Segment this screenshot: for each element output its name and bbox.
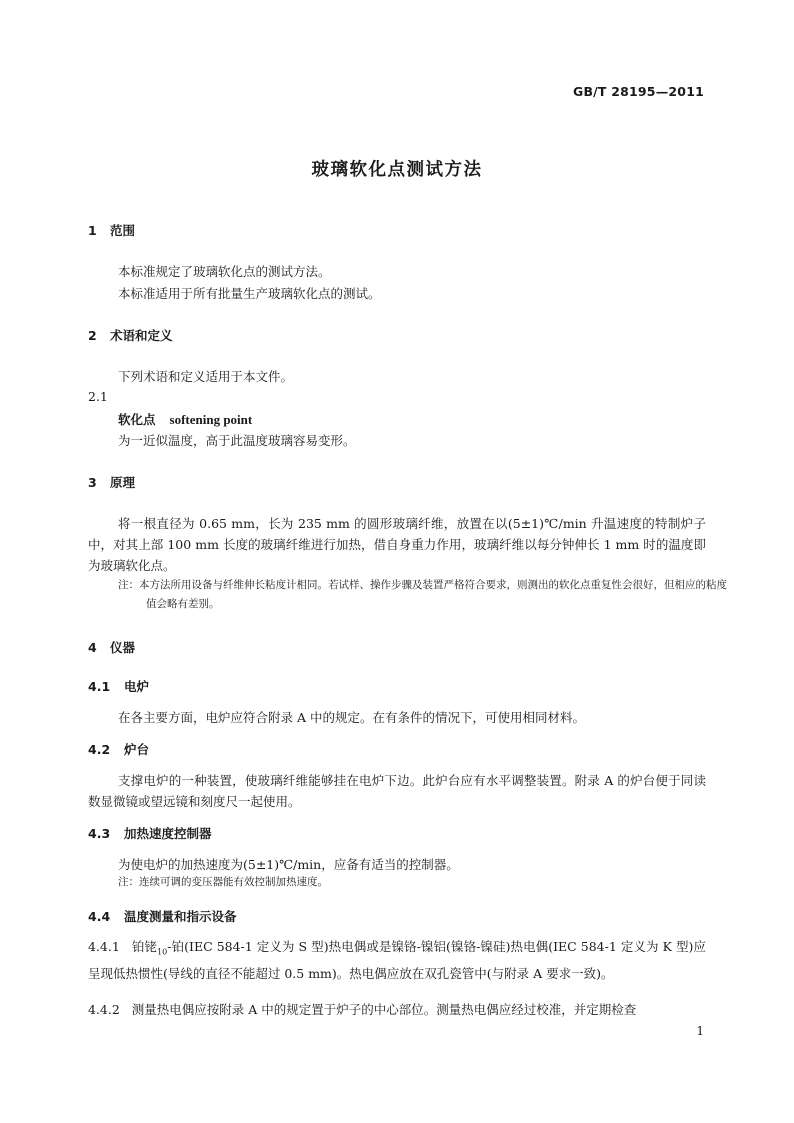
scope-paragraph-1: 本标准规定了玻璃软化点的测试方法。 [118,264,331,279]
term-english: softening point [169,412,253,427]
subsection-number: 4.3 [88,826,111,841]
clause-number: 4.4.1 [88,939,120,954]
section-3-heading [88,473,135,491]
page-number: 1 [696,1024,704,1038]
subsection-4-2-heading [88,740,149,758]
clause-4-4-1 [88,936,706,984]
subsection-4-1-heading [88,677,149,695]
term-entry [118,410,252,428]
furnace-paragraph: 在各主要方面，电炉应符合附录 A 中的规定。在有条件的情况下，可使用相同材料。 [118,710,585,725]
clause-text-part1: 铂铑 [131,939,158,954]
subsection-4-3-heading [88,824,212,842]
clause-subscript: 10 [157,947,168,957]
section-number: 3 [88,475,97,490]
stand-paragraph: 支撑电炉的一种装置，使玻璃纤维能够挂在电炉下边。此炉台应有水平调整装置。附录 A 的炉台便于同读数显微镜或望远镜和刻度尺一起使用。 [88,773,706,809]
clause-4-4-2 [88,999,706,1020]
subsection-title: 炉台 [124,742,150,757]
section-title: 范围 [110,223,136,238]
section-4-heading [88,638,135,656]
subsection-number: 4.4 [88,909,111,924]
subsection-title: 加热速度控制器 [124,826,212,841]
controller-paragraph: 为使电炉的加热速度为(5±1)℃/min，应备有适当的控制器。 [118,857,459,872]
section-number: 4 [88,640,97,655]
principle-note: 注：本方法所用设备与纤维伸长粘度计相同。若试样、操作步骤及装置严格符合要求，则测出的软化点重复性会很好，但相应的粘度值会略有差别。 [118,579,727,610]
term-number: 2.1 [88,389,108,404]
section-number: 2 [88,328,97,343]
subsection-title: 温度测量和指示设备 [124,909,237,924]
page-title: 玻璃软化点测试方法 [311,160,483,180]
section-1-heading [88,221,135,239]
section-title: 原理 [110,475,136,490]
principle-paragraph: 将一根直径为 0.65 mm，长为 235 mm 的圆形玻璃纤维，放置在以(5±1)℃/min 升温速度的特制炉子中，对其上部 100 mm 长度的玻璃纤维进行加热，借自身重力作用，玻璃纤维以每分钟伸长 1 mm 时的温度即为玻璃软化点。 [88,516,706,573]
term-chinese: 软化点 [118,412,156,427]
standard-number: GB/T 28195—2011 [572,84,704,99]
scope-paragraph-2: 本标准适用于所有批量生产玻璃软化点的测试。 [118,286,381,301]
subsection-4-4-heading [88,907,237,925]
subsection-title: 电炉 [124,679,150,694]
section-title: 仪器 [110,640,136,655]
term-definition: 为一近似温度，高于此温度玻璃容易变形。 [118,433,356,448]
section-number: 1 [88,223,97,238]
clause-text-part2: -铂(IEC 584-1 定义为 S 型)热电偶或是镍铬-镍铝(镍铬-镍硅)热电偶(IEC 584-1 定义为 K 型)应呈现低热惯性(导线的直径不能超过 0.5 mm)。热电偶应放在双孔瓷管中(与附录 A 要求一致)。 [88,939,706,981]
clause-number: 4.4.2 [88,1002,120,1017]
terms-intro: 下列术语和定义适用于本文件。 [118,369,294,384]
section-2-heading [88,326,173,344]
section-title: 术语和定义 [110,328,173,343]
controller-note: 注：连续可调的变压器能有效控制加热速度。 [118,876,328,888]
clause-text: 测量热电偶应按附录 A 中的规定置于炉子的中心部位。测量热电偶应经过校准，并定期检查 [131,1002,637,1017]
subsection-number: 4.2 [88,742,111,757]
subsection-number: 4.1 [88,679,111,694]
